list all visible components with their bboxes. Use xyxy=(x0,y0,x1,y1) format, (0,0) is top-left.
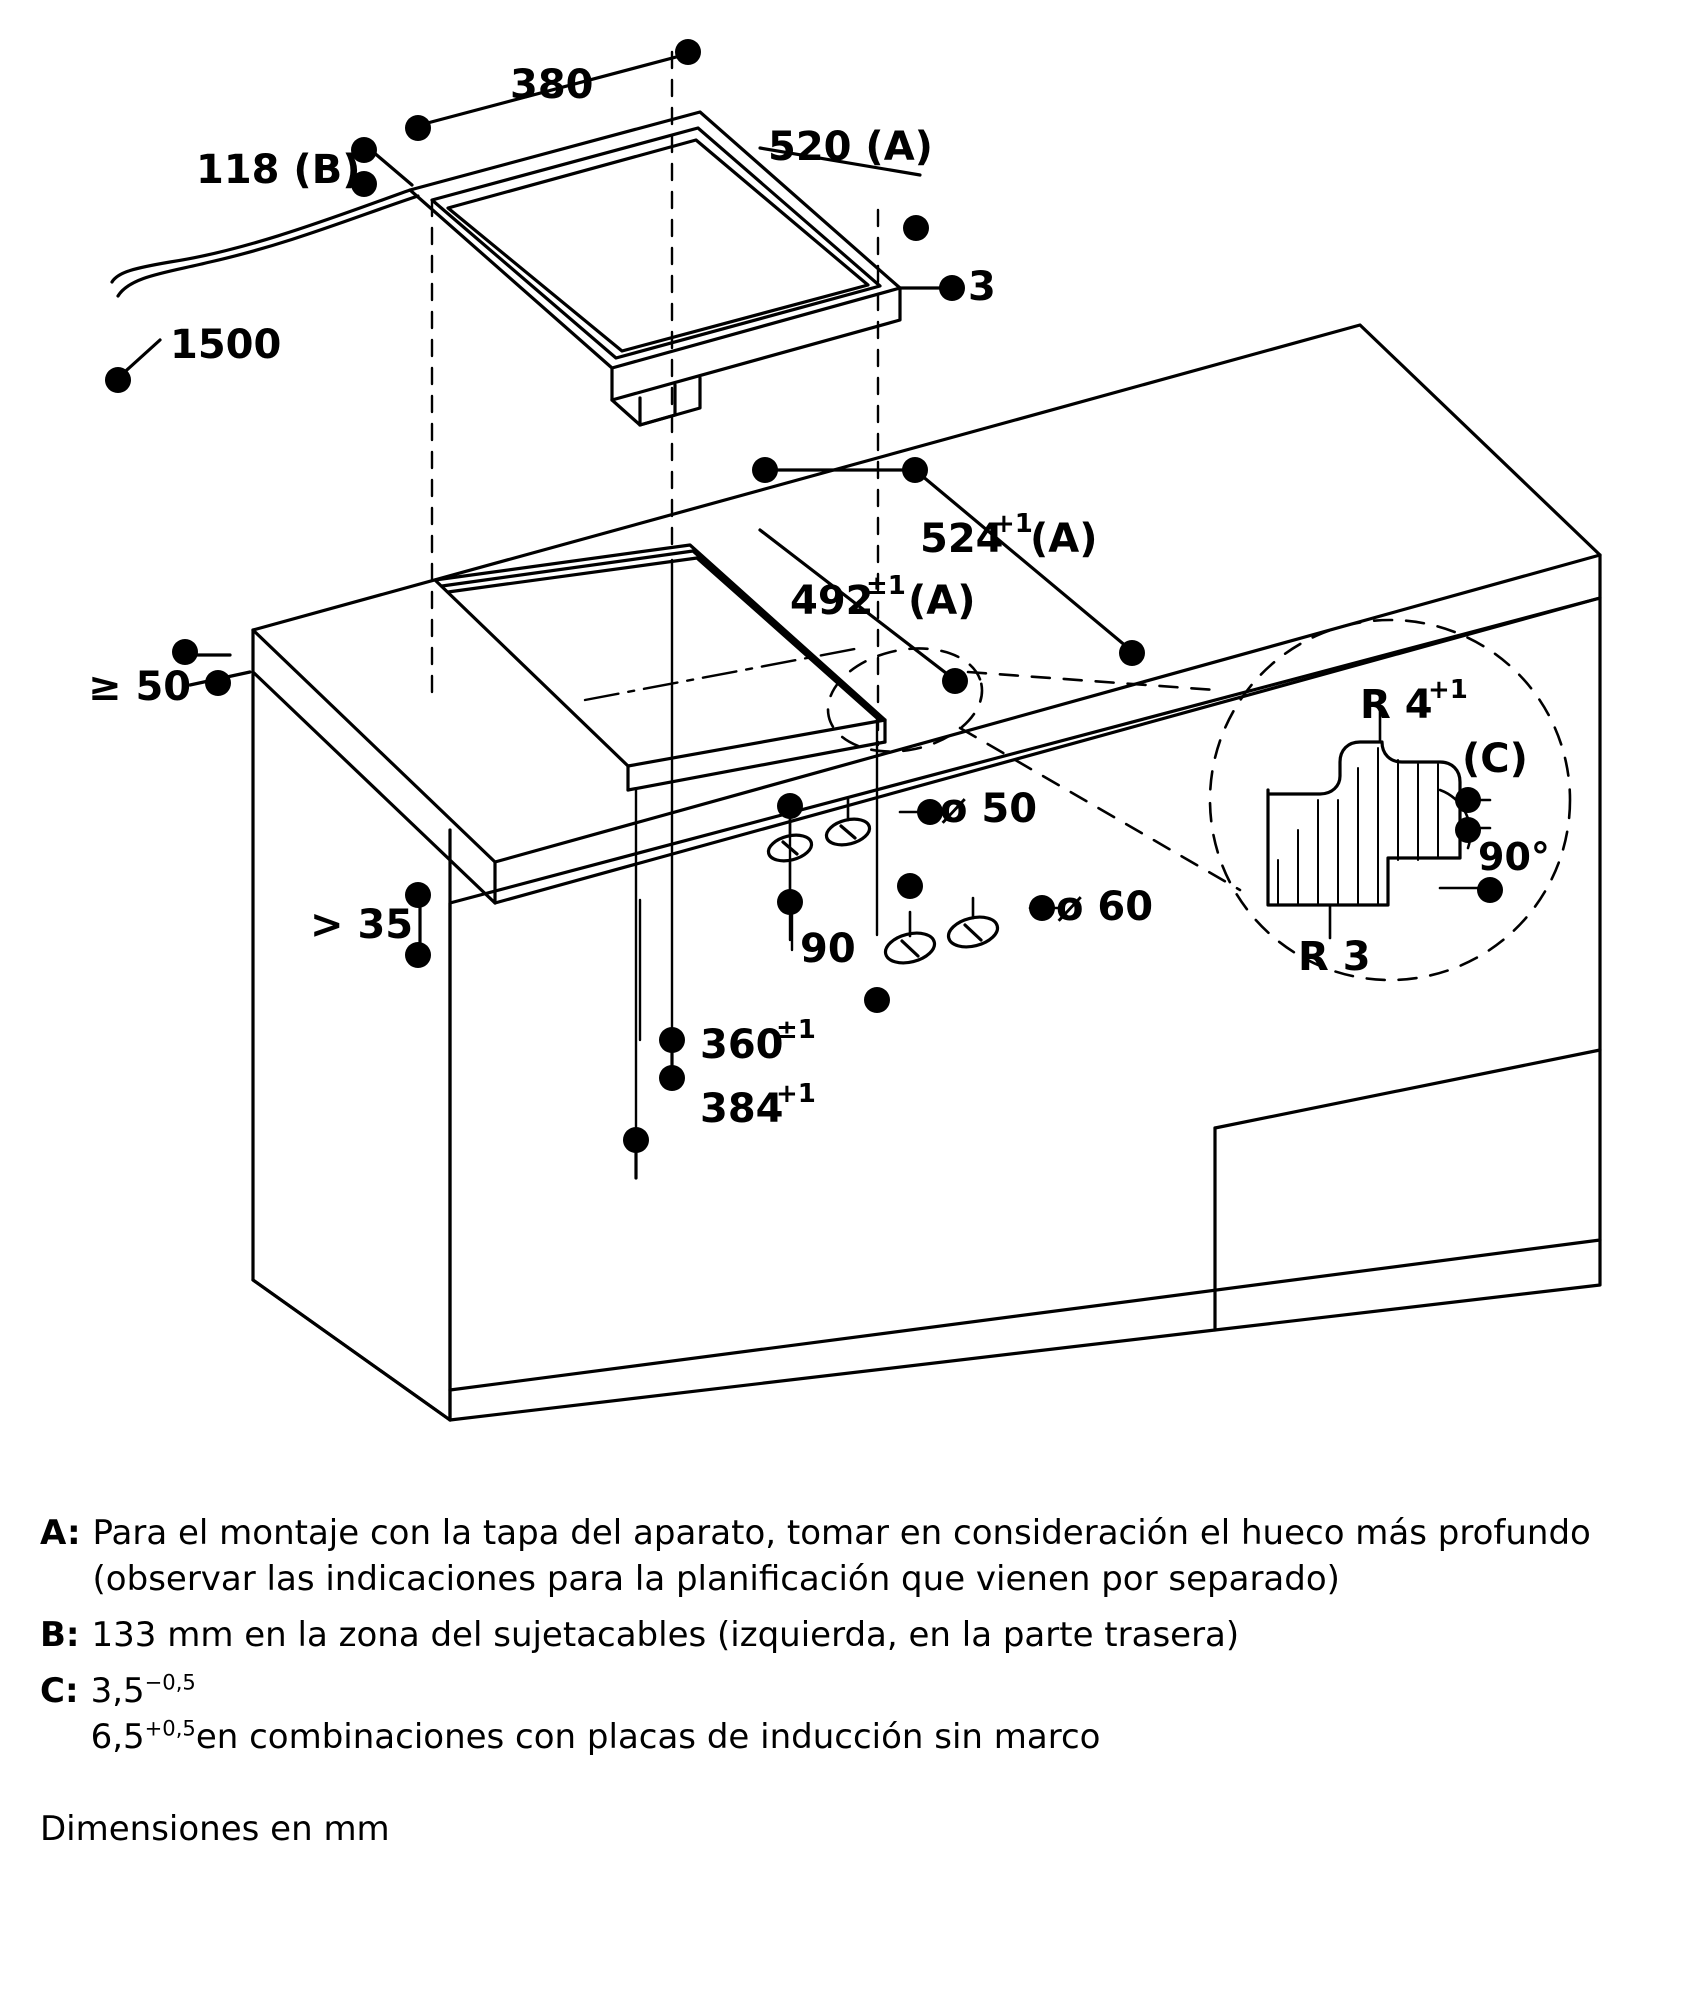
svg-text:(A): (A) xyxy=(1030,516,1098,562)
svg-text:524: 524 xyxy=(920,516,1004,562)
dim-dia-60: ø 60 xyxy=(1056,884,1154,930)
note-a-text: Para el montaje con la tapa del aparato, tomar en consideración el hueco más profundo (observar las indicaciones para la planificación que vienen por separado) xyxy=(92,1513,1591,1599)
dim-360 xyxy=(700,1015,816,1068)
notes-section xyxy=(40,1510,1640,1852)
note-c-line1 xyxy=(91,1668,1640,1714)
dim-min-35: > 35 xyxy=(310,902,414,948)
svg-text:+1: +1 xyxy=(776,1079,816,1109)
note-b-text: 133 mm en la zona del sujetacables (izquierda, en la parte trasera) xyxy=(91,1615,1240,1655)
note-a-key: A: xyxy=(40,1513,81,1553)
svg-text:(A): (A) xyxy=(908,578,976,624)
dim-520a: 520 (A) xyxy=(768,124,933,170)
dim-384 xyxy=(700,1079,816,1132)
dim-r3: R 3 xyxy=(1298,934,1371,980)
dim-r4 xyxy=(1360,675,1468,728)
dimension-lines-bottom xyxy=(636,1040,672,1178)
power-cable xyxy=(112,190,418,296)
dim-detail-c: (C) xyxy=(1462,736,1528,782)
note-c-text xyxy=(91,1668,1640,1760)
dim-90: 90 xyxy=(800,926,856,972)
note-b xyxy=(40,1612,1640,1658)
svg-text:492: 492 xyxy=(790,578,874,624)
dim-3: 3 xyxy=(968,264,996,310)
note-c-key: C: xyxy=(40,1671,79,1711)
note-b-key: B: xyxy=(40,1615,80,1655)
note-c-line2 xyxy=(91,1714,1640,1760)
dim-524a xyxy=(920,509,1098,562)
dim-380: 380 xyxy=(510,62,594,108)
note-c-line1-base: 3,5 xyxy=(90,1671,145,1711)
dim-dia-50: ø 50 xyxy=(940,786,1038,832)
dim-min-50: ≥ 50 xyxy=(88,664,192,710)
dim-angle-90: 90° xyxy=(1478,835,1550,879)
svg-text:R 4: R 4 xyxy=(1360,682,1433,728)
dim-118b: 118 (B) xyxy=(196,147,361,193)
svg-text:384: 384 xyxy=(700,1086,784,1132)
svg-text:+1: +1 xyxy=(993,509,1033,539)
note-c-line1-sup: −0,5 xyxy=(144,1669,196,1695)
note-c-line2-rest: en combinaciones con placas de inducción sin marco xyxy=(195,1717,1101,1757)
note-a xyxy=(40,1510,1640,1602)
note-c-line2-base: 6,5 xyxy=(90,1717,145,1757)
cabinet-body xyxy=(253,325,1600,1420)
svg-text:+1: +1 xyxy=(1428,675,1468,705)
svg-text:±1: ±1 xyxy=(776,1015,816,1045)
note-c xyxy=(40,1668,1640,1760)
dim-1500: 1500 xyxy=(170,322,282,368)
center-line xyxy=(585,648,860,700)
svg-text:±1: ±1 xyxy=(866,571,906,601)
dim-492a xyxy=(790,571,976,624)
dimension-labels xyxy=(88,62,1550,1132)
svg-text:360: 360 xyxy=(700,1022,784,1068)
units-note: Dimensiones en mm xyxy=(40,1809,390,1849)
note-c-line2-sup: +0,5 xyxy=(144,1715,196,1741)
